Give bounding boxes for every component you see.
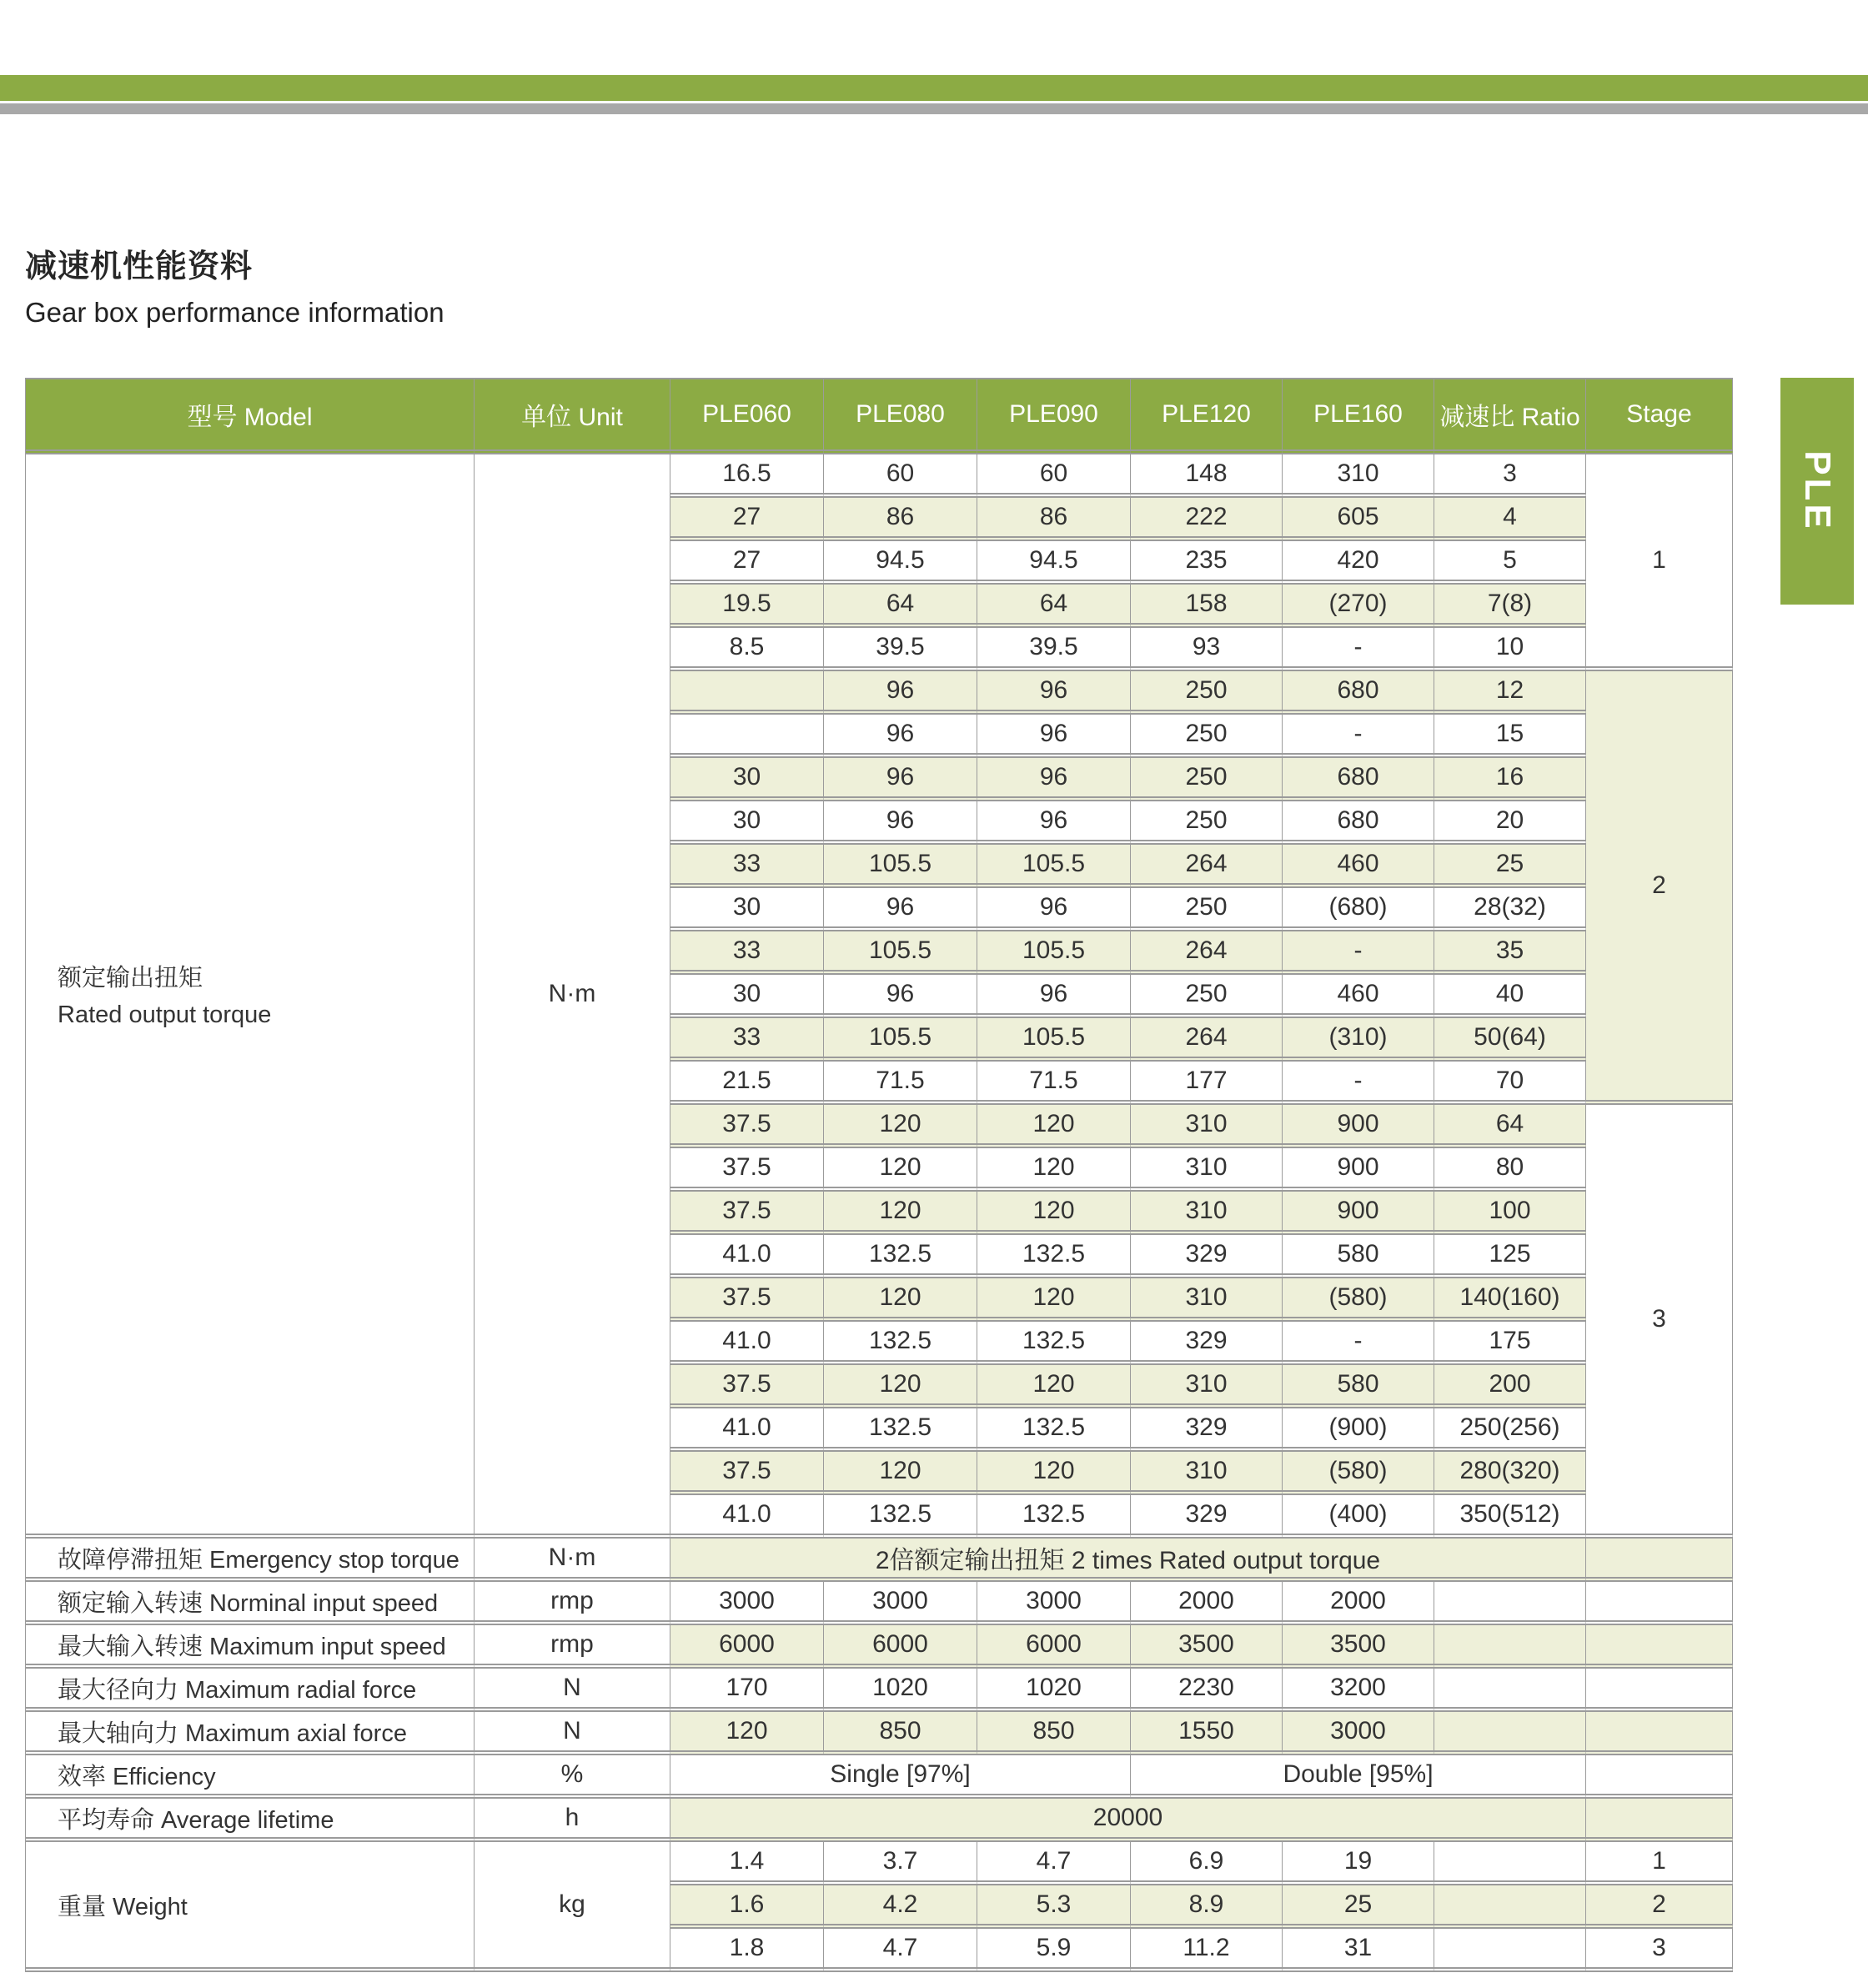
value-cell: 1.4 (670, 1842, 824, 1885)
ratio-cell (1434, 1929, 1586, 1972)
value-cell: 3500 (1283, 1625, 1434, 1669)
performance-table-wrap (25, 378, 1733, 1972)
value-cell: 39.5 (824, 628, 977, 671)
unit-cell: kg (475, 1842, 670, 1972)
value-cell: 310 (1131, 1278, 1283, 1322)
value-cell: 30 (670, 758, 824, 801)
table-row (26, 1842, 1733, 1885)
value-cell: 329 (1131, 1322, 1283, 1365)
value-cell: 30 (670, 975, 824, 1018)
unit-cell: rmp (475, 1582, 670, 1625)
value-cell: (270) (1283, 585, 1434, 628)
ratio-cell: 140(160) (1434, 1278, 1586, 1322)
ratio-cell: 350(512) (1434, 1495, 1586, 1539)
value-cell: 158 (1131, 585, 1283, 628)
value-cell: 3000 (977, 1582, 1131, 1625)
value-cell: - (1283, 628, 1434, 671)
unit-cell: N·m (475, 454, 670, 1539)
value-cell: 25 (1283, 1885, 1434, 1929)
value-cell: 19.5 (670, 585, 824, 628)
value-cell: 37.5 (670, 1192, 824, 1235)
column-header: 型号 Model (26, 378, 475, 454)
column-header: 单位 Unit (475, 378, 670, 454)
header-row (26, 378, 1733, 454)
value-cell: 3500 (1131, 1625, 1283, 1669)
value-cell: 94.5 (977, 541, 1131, 585)
stage-cell: 1 (1586, 454, 1733, 671)
spec-row-label: 故障停滞扭矩 Emergency stop torque (26, 1539, 475, 1582)
column-header: Stage (1586, 378, 1733, 454)
table-row (26, 1712, 1733, 1755)
value-cell: 120 (977, 1365, 1131, 1408)
value-cell: 96 (977, 758, 1131, 801)
value-cell: 96 (977, 888, 1131, 931)
ratio-cell: 70 (1434, 1062, 1586, 1105)
value-cell: 96 (824, 975, 977, 1018)
value-cell: 329 (1131, 1235, 1283, 1278)
stage-cell: 3 (1586, 1105, 1733, 1539)
value-cell: 900 (1283, 1192, 1434, 1235)
value-cell: 96 (977, 671, 1131, 715)
value-cell: 170 (670, 1669, 824, 1712)
value-cell: 8.5 (670, 628, 824, 671)
value-cell: 250 (1131, 888, 1283, 931)
value-cell: - (1283, 1062, 1434, 1105)
ratio-cell: 40 (1434, 975, 1586, 1018)
value-cell: 33 (670, 845, 824, 888)
value-cell: 1.6 (670, 1885, 824, 1929)
value-cell: 310 (1283, 454, 1434, 498)
value-cell: 264 (1131, 931, 1283, 975)
value-cell: 310 (1131, 1452, 1283, 1495)
column-header: PLE080 (824, 378, 977, 454)
ratio-cell: 250(256) (1434, 1408, 1586, 1452)
value-cell: 4.2 (824, 1885, 977, 1929)
ratio-cell (1434, 1885, 1586, 1929)
value-cell: 71.5 (824, 1062, 977, 1105)
value-cell: 460 (1283, 845, 1434, 888)
value-cell: - (1283, 1322, 1434, 1365)
value-cell: (400) (1283, 1495, 1434, 1539)
ratio-cell: 15 (1434, 715, 1586, 758)
value-cell: 310 (1131, 1365, 1283, 1408)
value-cell: 420 (1283, 541, 1434, 585)
value-cell: 132.5 (977, 1408, 1131, 1452)
value-cell: 148 (1131, 454, 1283, 498)
ratio-cell: 80 (1434, 1148, 1586, 1192)
value-cell: 120 (977, 1148, 1131, 1192)
ratio-cell: 28(32) (1434, 888, 1586, 931)
ratio-cell: 35 (1434, 931, 1586, 975)
value-cell: 3000 (824, 1582, 977, 1625)
ratio-cell (1434, 1582, 1586, 1625)
value-cell: 250 (1131, 671, 1283, 715)
unit-cell: % (475, 1755, 670, 1799)
ratio-cell: 5 (1434, 541, 1586, 585)
value-cell: 120 (824, 1278, 977, 1322)
value-cell: 86 (977, 498, 1131, 541)
value-cell: 120 (977, 1278, 1131, 1322)
value-cell: 19 (1283, 1842, 1434, 1885)
value-cell: 96 (824, 801, 977, 845)
value-cell: 1550 (1131, 1712, 1283, 1755)
value-cell: 96 (824, 758, 977, 801)
value-cell: 31 (1283, 1929, 1434, 1972)
value-cell: 132.5 (977, 1235, 1131, 1278)
ratio-cell: 20 (1434, 801, 1586, 845)
value-cell: 329 (1131, 1495, 1283, 1539)
value-cell: 27 (670, 541, 824, 585)
value-cell: 680 (1283, 671, 1434, 715)
table-row (26, 1625, 1733, 1669)
value-cell: 329 (1131, 1408, 1283, 1452)
value-cell: 120 (824, 1452, 977, 1495)
column-header: PLE060 (670, 378, 824, 454)
value-cell: 64 (977, 585, 1131, 628)
top-accent-bar (0, 75, 1868, 101)
value-cell: 3.7 (824, 1842, 977, 1885)
value-cell: (900) (1283, 1408, 1434, 1452)
value-cell: 5.3 (977, 1885, 1131, 1929)
value-cell: 120 (824, 1105, 977, 1148)
value-cell (670, 671, 824, 715)
value-cell: - (1283, 931, 1434, 975)
stage-cell (1586, 1712, 1733, 1755)
value-cell: 41.0 (670, 1495, 824, 1539)
value-cell: 1020 (977, 1669, 1131, 1712)
value-cell: 105.5 (977, 931, 1131, 975)
value-cell: 1020 (824, 1669, 977, 1712)
stage-cell (1586, 1755, 1733, 1799)
value-cell: 37.5 (670, 1105, 824, 1148)
value-cell: 132.5 (824, 1495, 977, 1539)
value-cell: 310 (1131, 1148, 1283, 1192)
ratio-cell: 100 (1434, 1192, 1586, 1235)
value-cell: 4.7 (824, 1929, 977, 1972)
value-cell: 105.5 (977, 1018, 1131, 1062)
value-cell: 37.5 (670, 1148, 824, 1192)
value-cell: 850 (977, 1712, 1131, 1755)
stage-cell (1586, 1539, 1733, 1582)
value-cell: 580 (1283, 1235, 1434, 1278)
page-title-cn: 减速机性能资料 (25, 249, 254, 284)
torque-row-label: 额定输出扭矩 Rated output torque (26, 454, 475, 1539)
ratio-cell: 125 (1434, 1235, 1586, 1278)
value-cell: 120 (977, 1105, 1131, 1148)
value-cell: 105.5 (824, 845, 977, 888)
stage-cell (1586, 1625, 1733, 1669)
spec-row-label: 额定输入转速 Norminal input speed (26, 1582, 475, 1625)
value-cell: 2000 (1283, 1582, 1434, 1625)
ratio-cell: 64 (1434, 1105, 1586, 1148)
value-cell: 96 (824, 715, 977, 758)
value-cell: 41.0 (670, 1408, 824, 1452)
value-cell: 8.9 (1131, 1885, 1283, 1929)
value-cell: 37.5 (670, 1452, 824, 1495)
ratio-cell: 3 (1434, 454, 1586, 498)
ratio-cell (1434, 1625, 1586, 1669)
ratio-cell: 280(320) (1434, 1452, 1586, 1495)
value-cell: 177 (1131, 1062, 1283, 1105)
value-cell: 39.5 (977, 628, 1131, 671)
ratio-cell: 12 (1434, 671, 1586, 715)
value-cell: 33 (670, 931, 824, 975)
value-cell: 4.7 (977, 1842, 1131, 1885)
performance-table (25, 378, 1733, 1972)
value-cell: 132.5 (977, 1322, 1131, 1365)
value-cell: 120 (824, 1365, 977, 1408)
value-cell: 96 (977, 715, 1131, 758)
stage-cell (1586, 1669, 1733, 1712)
column-header: 减速比 Ratio (1434, 378, 1586, 454)
value-cell: 37.5 (670, 1278, 824, 1322)
spec-row-label: 最大径向力 Maximum radial force (26, 1669, 475, 1712)
value-cell: 250 (1131, 715, 1283, 758)
merged-value-cell: 20000 (670, 1799, 1586, 1842)
value-cell: 96 (824, 888, 977, 931)
value-cell: 120 (977, 1452, 1131, 1495)
value-cell: 6.9 (1131, 1842, 1283, 1885)
stage-cell (1586, 1799, 1733, 1842)
table-body (26, 454, 1733, 1972)
value-cell: 3000 (1283, 1712, 1434, 1755)
value-cell: 235 (1131, 541, 1283, 585)
value-cell: (580) (1283, 1278, 1434, 1322)
value-cell: - (1283, 715, 1434, 758)
value-cell: 6000 (824, 1625, 977, 1669)
stage-cell: 2 (1586, 1885, 1733, 1929)
value-cell: 93 (1131, 628, 1283, 671)
value-cell: 900 (1283, 1148, 1434, 1192)
stage-cell (1586, 1582, 1733, 1625)
value-cell: 120 (824, 1192, 977, 1235)
column-header: PLE120 (1131, 378, 1283, 454)
value-cell: 96 (977, 801, 1131, 845)
ratio-cell (1434, 1669, 1586, 1712)
value-cell: 850 (824, 1712, 977, 1755)
top-gray-bar (0, 103, 1868, 114)
merged-value-cell: Double [95%] (1131, 1755, 1586, 1799)
value-cell: 250 (1131, 975, 1283, 1018)
ratio-cell (1434, 1712, 1586, 1755)
value-cell: 264 (1131, 1018, 1283, 1062)
weight-row-label: 重量 Weight (26, 1842, 475, 1972)
value-cell: 120 (977, 1192, 1131, 1235)
value-cell: 60 (824, 454, 977, 498)
ratio-cell: 200 (1434, 1365, 1586, 1408)
value-cell: 64 (824, 585, 977, 628)
value-cell: 2230 (1131, 1669, 1283, 1712)
value-cell: 222 (1131, 498, 1283, 541)
ratio-cell: 175 (1434, 1322, 1586, 1365)
table-row (26, 1755, 1733, 1799)
value-cell: 96 (824, 671, 977, 715)
value-cell: 5.9 (977, 1929, 1131, 1972)
unit-cell: h (475, 1799, 670, 1842)
merged-value-cell: 2倍额定输出扭矩 2 times Rated output torque (670, 1539, 1586, 1582)
stage-cell: 1 (1586, 1842, 1733, 1885)
unit-cell: N·m (475, 1539, 670, 1582)
value-cell: 264 (1131, 845, 1283, 888)
value-cell: 37.5 (670, 1365, 824, 1408)
value-cell: 310 (1131, 1192, 1283, 1235)
column-header: PLE090 (977, 378, 1131, 454)
value-cell: 11.2 (1131, 1929, 1283, 1972)
value-cell: 250 (1131, 801, 1283, 845)
value-cell: 30 (670, 888, 824, 931)
value-cell: 105.5 (824, 1018, 977, 1062)
spec-row-label: 最大轴向力 Maximum axial force (26, 1712, 475, 1755)
value-cell: 460 (1283, 975, 1434, 1018)
value-cell: 2000 (1131, 1582, 1283, 1625)
value-cell: 21.5 (670, 1062, 824, 1105)
value-cell: 41.0 (670, 1235, 824, 1278)
value-cell: 310 (1131, 1105, 1283, 1148)
table-row (26, 1669, 1733, 1712)
stage-cell: 3 (1586, 1929, 1733, 1972)
value-cell: (310) (1283, 1018, 1434, 1062)
value-cell: 680 (1283, 758, 1434, 801)
value-cell: 1.8 (670, 1929, 824, 1972)
value-cell: 120 (670, 1712, 824, 1755)
value-cell: 250 (1131, 758, 1283, 801)
value-cell: 86 (824, 498, 977, 541)
series-side-tab (1780, 378, 1854, 605)
ratio-cell: 50(64) (1434, 1018, 1586, 1062)
stage-cell: 2 (1586, 671, 1733, 1105)
value-cell: 105.5 (977, 845, 1131, 888)
value-cell: 71.5 (977, 1062, 1131, 1105)
value-cell: 105.5 (824, 931, 977, 975)
spec-row-label: 平均寿命 Average lifetime (26, 1799, 475, 1842)
value-cell: 94.5 (824, 541, 977, 585)
value-cell (670, 715, 824, 758)
value-cell: 132.5 (824, 1408, 977, 1452)
ratio-cell: 7(8) (1434, 585, 1586, 628)
ratio-cell: 16 (1434, 758, 1586, 801)
value-cell: 900 (1283, 1105, 1434, 1148)
value-cell: 30 (670, 801, 824, 845)
value-cell: 120 (824, 1148, 977, 1192)
ratio-cell: 10 (1434, 628, 1586, 671)
table-row (26, 1799, 1733, 1842)
value-cell: 6000 (977, 1625, 1131, 1669)
value-cell: 3000 (670, 1582, 824, 1625)
value-cell: 605 (1283, 498, 1434, 541)
value-cell: 96 (977, 975, 1131, 1018)
spec-row-label: 效率 Efficiency (26, 1755, 475, 1799)
merged-value-cell: Single [97%] (670, 1755, 1131, 1799)
unit-cell: N (475, 1712, 670, 1755)
spec-row-label: 最大输入转速 Maximum input speed (26, 1625, 475, 1669)
value-cell: 6000 (670, 1625, 824, 1669)
column-header: PLE160 (1283, 378, 1434, 454)
table-row (26, 1539, 1733, 1582)
value-cell: 16.5 (670, 454, 824, 498)
value-cell: 3200 (1283, 1669, 1434, 1712)
value-cell: 132.5 (977, 1495, 1131, 1539)
value-cell: 132.5 (824, 1235, 977, 1278)
table-row (26, 1582, 1733, 1625)
unit-cell: rmp (475, 1625, 670, 1669)
value-cell: 27 (670, 498, 824, 541)
value-cell: 132.5 (824, 1322, 977, 1365)
table-row (26, 454, 1733, 498)
unit-cell: N (475, 1669, 670, 1712)
series-side-tab-label: PLE (1797, 450, 1839, 532)
ratio-cell (1434, 1842, 1586, 1885)
value-cell: (680) (1283, 888, 1434, 931)
value-cell: 33 (670, 1018, 824, 1062)
value-cell: 60 (977, 454, 1131, 498)
page-title-en: Gear box performance information (25, 297, 444, 328)
ratio-cell: 4 (1434, 498, 1586, 541)
ratio-cell: 25 (1434, 845, 1586, 888)
value-cell: 41.0 (670, 1322, 824, 1365)
value-cell: 580 (1283, 1365, 1434, 1408)
value-cell: (580) (1283, 1452, 1434, 1495)
value-cell: 680 (1283, 801, 1434, 845)
